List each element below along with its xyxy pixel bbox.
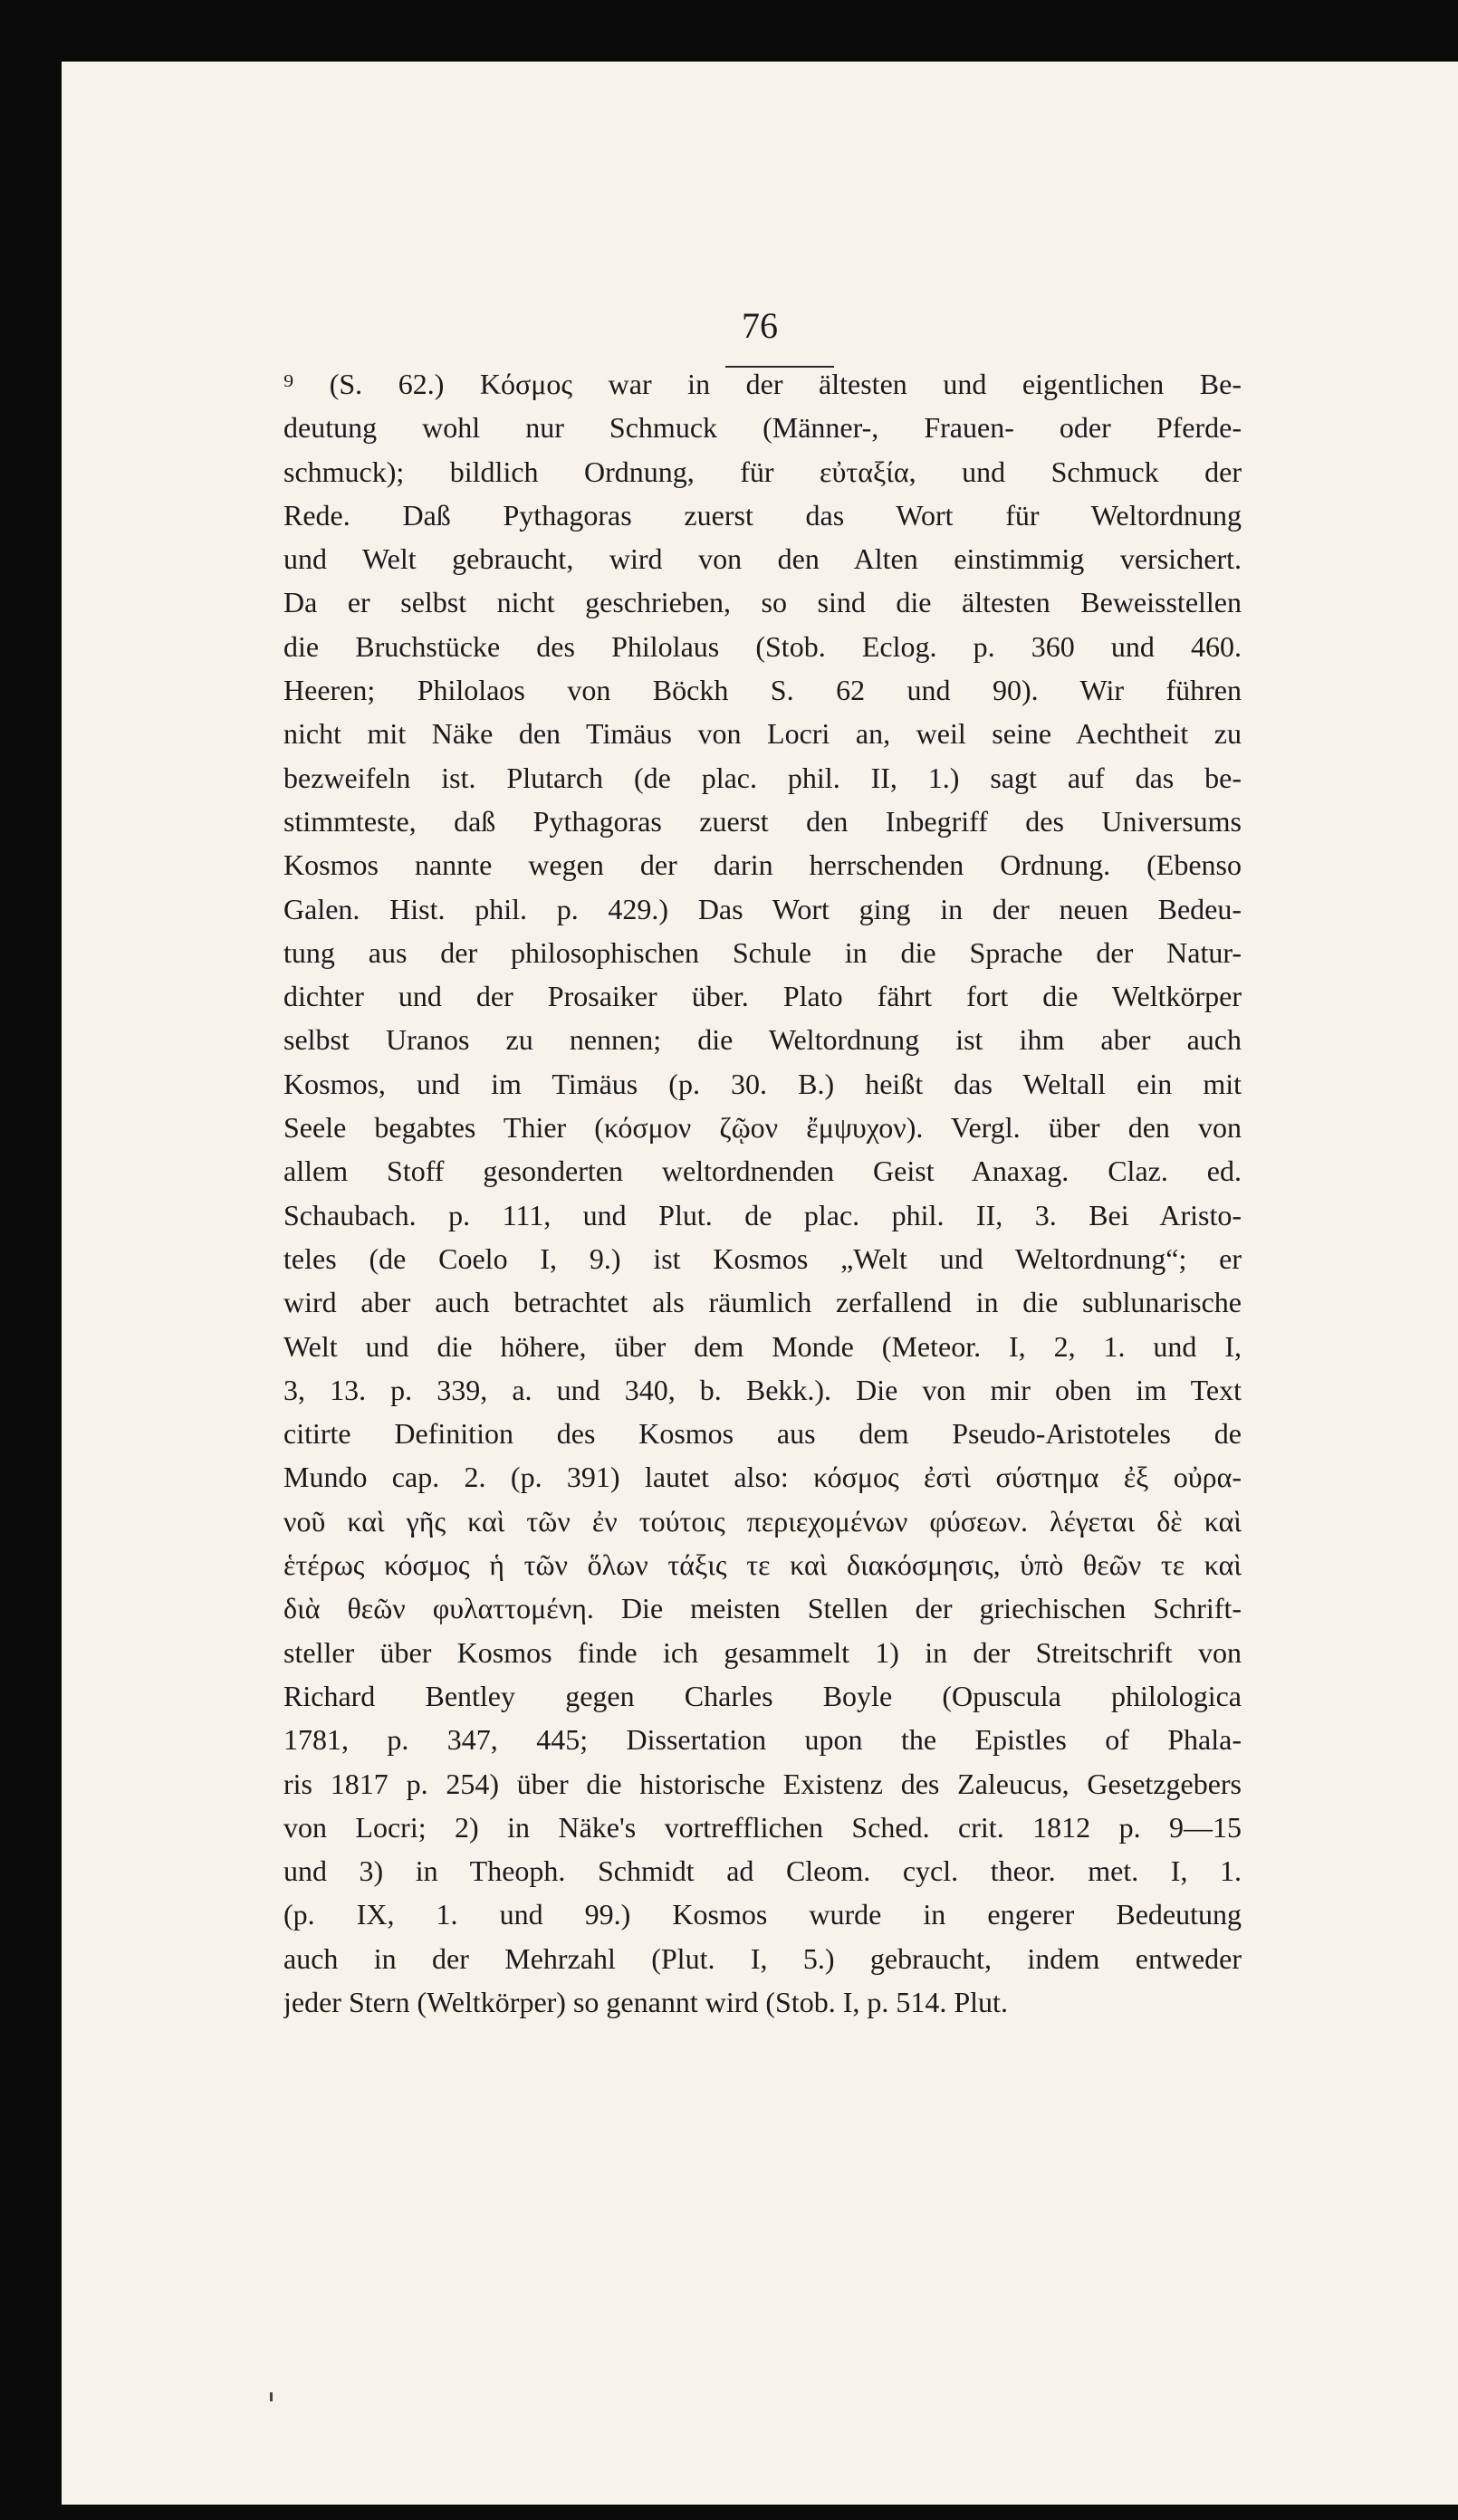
footnote-line: dichter und der Prosaiker über. Plato fährt fort die Weltkörper (283, 980, 1242, 1013)
footnote-line: Richard Bentley gegen Charles Boyle (Opuscula philologica (283, 1679, 1242, 1712)
footnote-line: νοῦ καὶ γῆς καὶ τῶν ἐν τούτοις περιεχομένων φύσεων. λέγεται δὲ καὶ (283, 1504, 1242, 1538)
footnote-line: die Bruchstücke des Philolaus (Stob. Eclog. p. 360 und 460. (283, 629, 1242, 663)
footnote-line: von Locri; 2) in Näke's vortrefflichen Sched. crit. 1812 p. 9—15 (283, 1810, 1242, 1844)
footnote-line: citirte Definition des Kosmos aus dem Pseudo-Aristoteles de (283, 1417, 1242, 1451)
stray-mark (270, 2392, 273, 2401)
footnote-line: Heeren; Philolaos von Böckh S. 62 und 90). Wir führen (283, 674, 1242, 707)
footnote-line: ⁹ (S. 62.) Κόσμος war in der ältesten und eigentlichen Be- (283, 368, 1242, 400)
footnote-line: bezweifeln ist. Plutarch (de plac. phil. II, 1.) sagt auf das be- (283, 761, 1242, 794)
footnote-line: Da er selbst nicht geschrieben, so sind die ältesten Beweisstellen (283, 586, 1242, 619)
footnote-line: διὰ θεῶν φυλαττομένη. Die meisten Stellen der griechischen Schrift- (283, 1592, 1242, 1625)
footnote-line: 1781, p. 347, 445; Dissertation upon the Epistles of Phala- (283, 1723, 1242, 1757)
footnote-line: ἑτέρως κόσμος ἡ τῶν ὅλων τάξις τε καὶ διακόσμησις, ὑπὸ θεῶν τε καὶ (283, 1548, 1242, 1582)
footnote-line: Mundo cap. 2. (p. 391) lautet also: κόσμος ἐστὶ σύστημα ἐξ οὐρα- (283, 1461, 1242, 1494)
footnote-line: tung aus der philosophischen Schule in die Sprache der Natur- (283, 935, 1242, 969)
footnote-line: Rede. Daß Pythagoras zuerst das Wort für Weltordnung (283, 498, 1242, 532)
footnote-text (283, 362, 1242, 2024)
footnote-line: wird aber auch betrachtet als räumlich zerfallend in die sublunarische (283, 1286, 1242, 1319)
footnote-line: Seele begabtes Thier (κόσμον ζῷον ἔμψυχον). Vergl. über den von (283, 1111, 1242, 1145)
footnote-line: jeder Stern (Weltkörper) so genannt wird (Stob. I, p. 514. Plut. (283, 1985, 1008, 2018)
footnote-line: Schaubach. p. 111, und Plut. de plac. phil. II, 3. Bei Aristo- (283, 1198, 1242, 1231)
footnote-line: Kosmos nannte wegen der darin herrschenden Ordnung. (Ebenso (283, 848, 1242, 882)
footnote-line: selbst Uranos zu nennen; die Weltordnung ist ihm aber auch (283, 1023, 1242, 1057)
footnote-line: schmuck); bildlich Ordnung, für εὐταξία, und Schmuck der (283, 455, 1242, 488)
footnote-line: steller über Kosmos finde ich gesammelt 1) in der Streitschrift von (283, 1635, 1242, 1669)
footnote-line: ris 1817 p. 254) über die historische Existenz des Zaleucus, Gesetzgebers (283, 1767, 1242, 1800)
footnote-line: Kosmos, und im Timäus (p. 30. B.) heißt das Weltall ein mit (283, 1067, 1242, 1100)
footnote-line: nicht mit Näke den Timäus von Locri an, weil seine Aechtheit zu (283, 717, 1242, 751)
footnote-line: und 3) in Theoph. Schmidt ad Cleom. cycl. theor. met. I, 1. (283, 1854, 1242, 1888)
footnote-line: (p. IX, 1. und 99.) Kosmos wurde in engerer Bedeutung (283, 1898, 1242, 1931)
page-number: 76 (742, 305, 778, 346)
footnote-line: Welt und die höhere, über dem Monde (Meteor. I, 2, 1. und I, (283, 1329, 1242, 1363)
footnote-line: stimmteste, daß Pythagoras zuerst den Inbegriff des Universums (283, 804, 1242, 838)
footnote-line: teles (de Coelo I, 9.) ist Kosmos „Welt und Weltordnung“; er (283, 1241, 1242, 1275)
footnote-line: allem Stoff gesonderten weltordnenden Geist Anaxag. Claz. ed. (283, 1155, 1242, 1188)
footnote-line: Galen. Hist. phil. p. 429.) Das Wort ging in der neuen Bedeu- (283, 892, 1242, 925)
footnote-line: und Welt gebraucht, wird von den Alten einstimmig versichert. (283, 542, 1242, 576)
footnote-line: 3, 13. p. 339, a. und 340, b. Bekk.). Die von mir oben im Text (283, 1373, 1242, 1406)
footnote-line: deutung wohl nur Schmuck (Männer-, Frauen- oder Pferde- (283, 411, 1242, 445)
footnote-line: auch in der Mehrzahl (Plut. I, 5.) gebraucht, indem entweder (283, 1941, 1242, 1975)
